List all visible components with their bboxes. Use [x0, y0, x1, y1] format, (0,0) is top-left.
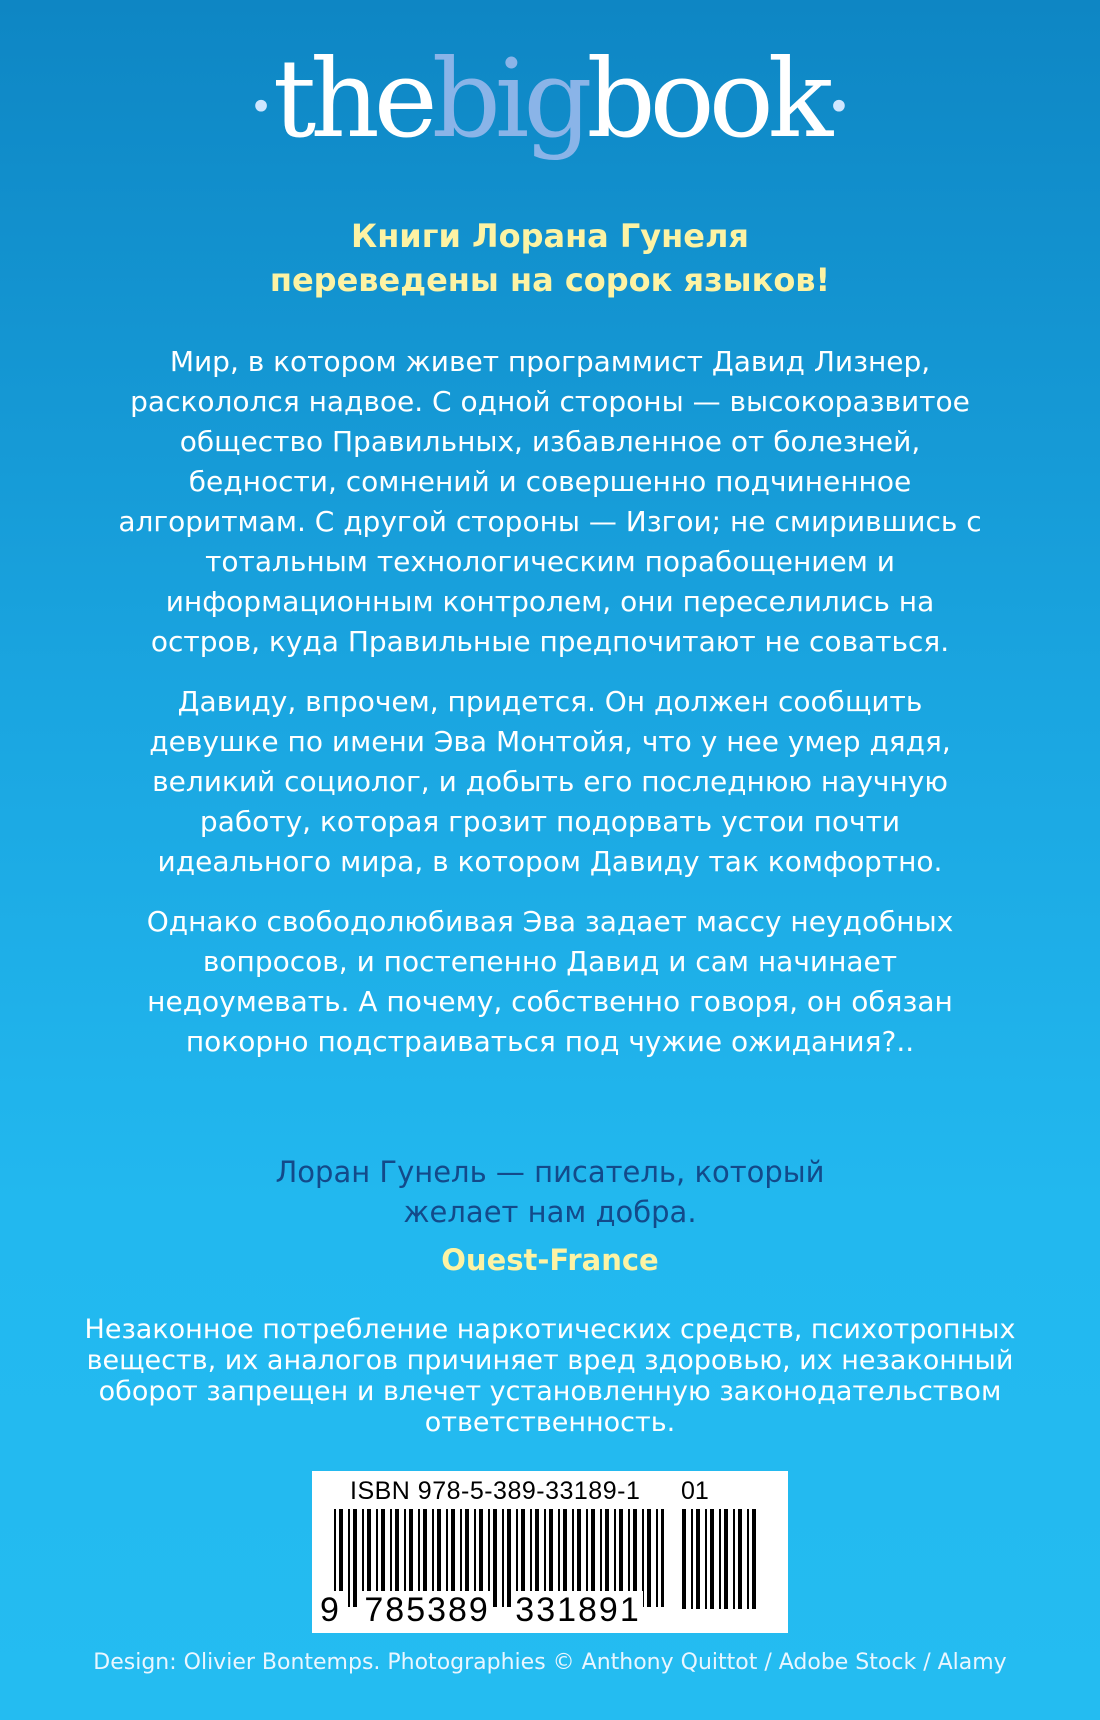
barcode-bar: [752, 1509, 756, 1609]
barcode-bar: [719, 1509, 721, 1609]
synopsis-paragraph-1: Мир, в котором живет программист Давид Лизнер, раскололся надвое. С одной стороны — высокоразвитое общество Правильных, избавленное от болезней, бедности, сомнений и совершенно подчиненное алгоритмам. С другой стороны — Изгои; не смирившись с тотальным технологическим порабощением и информационным контролем, они переселились на остров, куда Правильные предпочитают не соваться.: [118, 345, 982, 658]
review-quote: [0, 1152, 1100, 1232]
barcode-bars-addon: [682, 1509, 762, 1609]
design-credits: Design: Olivier Bontemps. Photographies © Anthony Quittot / Adobe Stock / Alamy: [93, 1650, 1007, 1675]
isbn-label: ISBN 978-5-389-33189-1: [350, 1477, 641, 1505]
headline-line-1: Книги Лорана Гунеля: [351, 217, 749, 255]
headline: [0, 214, 1100, 302]
logo-word-the: the: [272, 37, 432, 162]
publisher-logo: [0, 37, 1100, 162]
barcode-bar: [647, 1509, 651, 1607]
barcode-digit-first: 9: [320, 1591, 341, 1629]
barcode-bar: [682, 1509, 686, 1609]
quote-line-1: Лоран Гунель — писатель, который: [275, 1155, 825, 1189]
barcode-bar: [661, 1509, 664, 1607]
isbn-barcode: [312, 1471, 788, 1633]
barcode-bar: [724, 1509, 728, 1609]
quote-source: Ouest-France: [441, 1243, 659, 1277]
isbn-addon-label: 01: [681, 1477, 709, 1505]
synopsis-paragraph-3: Однако свободолюбивая Эва задает массу неудобных вопросов, и постепенно Давид и сам начинает недоумевать. А почему, собственно говоря, он обязан покорно подстраиваться под чужие ожидания?..: [146, 905, 954, 1058]
barcode-bar: [733, 1509, 735, 1609]
legal-warning: Незаконное потребление наркотических средств, психотропных веществ, их аналогов причиняет вред здоровью, их незаконный оборот запрещен и влечет установленную законодательством ответственность.: [84, 1314, 1016, 1438]
synopsis: [110, 342, 990, 1062]
barcode-bar: [710, 1509, 714, 1609]
barcode-bar: [696, 1509, 700, 1609]
barcode-bar: [705, 1509, 707, 1609]
headline-line-2: переведены на сорок языков!: [269, 261, 831, 299]
logo-dot-right: •: [827, 84, 851, 131]
synopsis-paragraph-2: Давиду, впрочем, придется. Он должен сообщить девушке по имени Эва Монтойя, что у нее умер дядя, великий социолог, и добыть его последнюю научную работу, которая грозит подорвать устои почти идеального мира, в котором Давиду так комфортно.: [149, 685, 951, 878]
barcode-digit-group-2: 331891: [515, 1591, 641, 1629]
logo-dot-left: •: [249, 84, 273, 131]
barcode-bar: [747, 1509, 749, 1609]
logo-word-big: big: [431, 37, 587, 162]
quote-line-2: желает нам добра.: [403, 1195, 697, 1229]
barcode-digits: [318, 1591, 643, 1630]
barcode-digit-group-1: 785389: [364, 1591, 490, 1629]
barcode-bar: [656, 1509, 658, 1607]
logo-word-book: book: [586, 37, 828, 162]
barcode-bar: [691, 1509, 693, 1609]
barcode-bar: [738, 1509, 742, 1609]
